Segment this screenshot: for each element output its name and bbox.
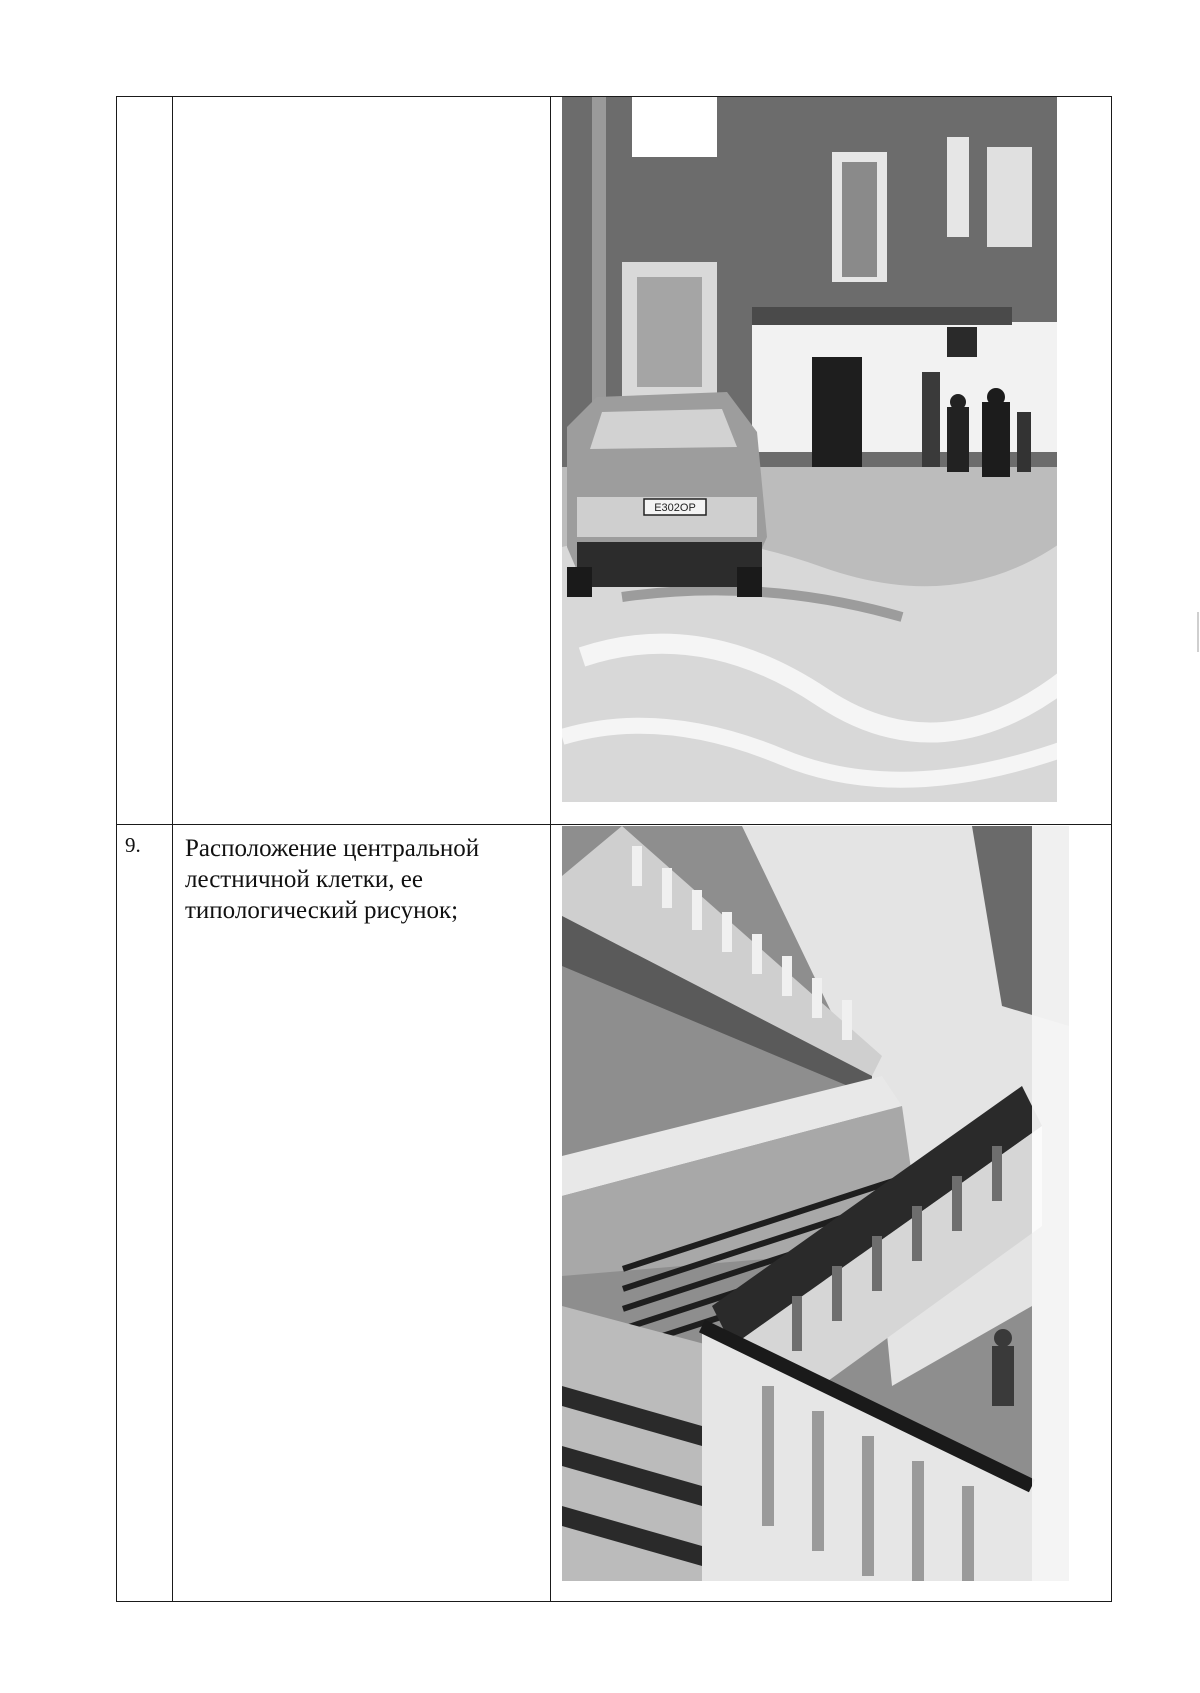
document-table <box>116 96 1112 1602</box>
row-photo-cell <box>551 97 1112 825</box>
staircase-photo <box>562 826 1069 1581</box>
license-plate-text: E302OP <box>654 502 696 514</box>
building-courtyard-photo <box>562 97 1069 802</box>
row-number: 9. <box>125 833 141 857</box>
row-description-cell <box>173 825 551 1602</box>
row-number <box>117 97 172 105</box>
row-number-cell <box>117 825 173 1602</box>
table-row <box>117 97 1112 825</box>
row-description-cell <box>173 97 551 825</box>
scan-margin-mark <box>1197 612 1199 652</box>
row-description: Расположение центральной лестничной клетки, ее типологический рисунок; <box>185 835 480 924</box>
row-number-cell <box>117 97 173 825</box>
row-photo-cell <box>551 825 1112 1602</box>
table-row <box>117 825 1112 1602</box>
row-description <box>173 97 550 105</box>
